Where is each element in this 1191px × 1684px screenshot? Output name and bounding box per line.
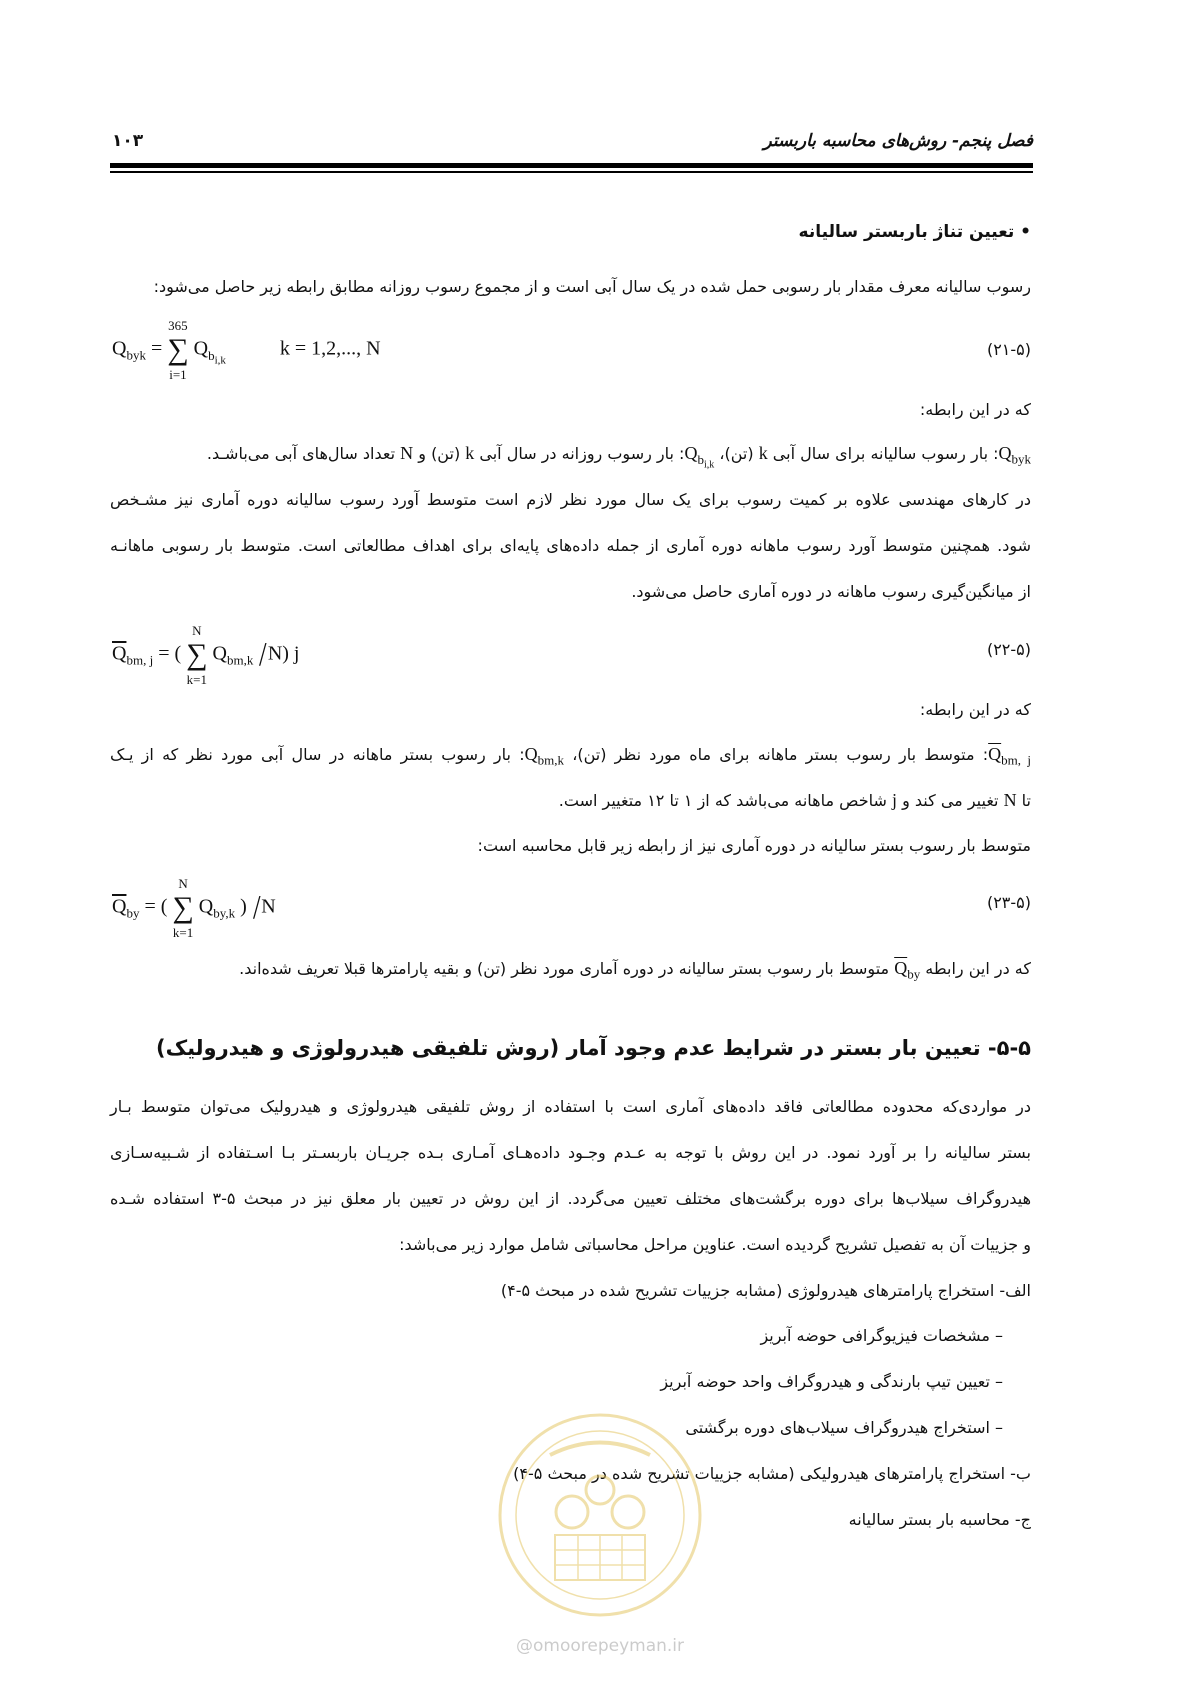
paragraph-2-line-2: شود. همچنین متوسط آورد رسوب ماهانه دوره آماری از جمله داده‌های پایه‌ای برای اهداف مطالعاتی است. متوسط بار رسوبی ماهانـه	[110, 536, 1031, 555]
page-number: ۱۰۳	[112, 131, 144, 151]
definition-line-1: $Q_{byk}$: بار رسوب سالیانه برای سال آبی k (تن)، $Q_{b_{i,k}}$: بار رسوب روزانه در سال آبی k (تن) و N تعداد سال‌های آبی می‌باشـد.	[206, 443, 1031, 471]
watermark-url: @omoorepeyman.ir	[515, 1636, 685, 1656]
section2-para-line-2: بستر سالیانه را بر آورد نمود. در این روش با توجه به عـدم وجـود داده‌هـای آمـاری بـده جریـان باربسـتر بـا اسـتفاده از شـبیه‌سـازی	[110, 1143, 1031, 1162]
where-label-1: که در این رابطه:	[919, 400, 1031, 419]
equation-22-number: (۲۲-۵)	[986, 640, 1031, 659]
section2-para-line-1: در مواردی‌که محدوده مطالعاتی فاقد داده‌های آماری است با استفاده از روش تلفیقی هیدرولوژی و هیدرولیک می‌توان متوسط بـار	[110, 1097, 1031, 1116]
list-subitem-1: – مشخصات فیزیوگرافی حوضه آبریز	[760, 1326, 1003, 1345]
list-item-b: ب- استخراج پارامترهای هیدرولیکی (مشابه جزییات تشریح شده در مبحث ۵-۴)	[513, 1464, 1031, 1483]
list-item-a: الف- استخراج پارامترهای هیدرولوژی (مشابه جزییات تشریح شده در مبحث ۵-۴)	[500, 1281, 1031, 1300]
section2-para-line-4: و جزییات آن به تفصیل تشریح گردیده است. عناوین مراحل محاسباتی شامل موارد زیر می‌باشد:	[399, 1235, 1031, 1254]
list-item-c: ج- محاسبه بار بستر سالیانه	[848, 1510, 1031, 1529]
list-subitem-3: – استخراج هیدروگراف سیلاب‌های دوره برگشتی	[685, 1418, 1003, 1437]
header-rule-thin	[110, 171, 1033, 173]
summation-symbol: ∑ 365 i=1	[167, 318, 189, 382]
section2-para-line-3: هیدروگراف سیلاب‌ها برای دوره برگشت‌های مختلف تعیین می‌گردد. از این روش در تعیین بار معلق نیز در مبحث ۵-۳ استفاده شـده	[110, 1189, 1032, 1208]
definition-line-4: که در این رابطه $\overline{Q}_{by}$ متوسط بار رسوب بستر سالیانه در دوره آماری مورد نظر (تن) و بقیه پارامترها قبلا تعریف شده‌اند.	[239, 958, 1031, 982]
summation-symbol: ∑ N k=1	[186, 623, 208, 687]
paragraph-2-line-3: از میانگین‌گیری رسوب ماهانه در دوره آماری حاصل می‌شود.	[631, 582, 1031, 601]
chapter-title: فصل پنجم- روش‌های محاسبه باربستر	[763, 131, 1033, 151]
paragraph-3: متوسط بار رسوب بستر سالیانه در دوره آماری نیز از رابطه زیر قابل محاسبه است:	[477, 836, 1031, 855]
list-subitem-2: – تعیین تیپ بارندگی و هیدروگراف واحد حوضه آبریز	[660, 1372, 1003, 1391]
header-rule-thick	[110, 163, 1033, 168]
intro-paragraph: رسوب سالیانه معرف مقدار بار رسوبی حمل شده در یک سال آبی است و از مجموع رسوب روزانه مطابق رابطه زیر حاصل می‌شود:	[153, 277, 1031, 296]
equation-23-number: (۲۳-۵)	[986, 893, 1031, 912]
equation-22: $\overline{Q}_{bm, j}$ = ( ∑ N k=1 $Q_{bm,k}$ /N) j	[112, 623, 300, 687]
equation-21-number: (۲۱-۵)	[986, 340, 1031, 359]
section-heading-5-5: ۵-۵- تعیین بار بستر در شرایط عدم وجود آمار (روش تلفیقی هیدرولوژی و هیدرولیک)	[155, 1036, 1031, 1060]
definition-line-3: تا N تغییر می کند و j شاخص ماهانه می‌باشد که از ۱ تا ۱۲ متغییر است.	[558, 790, 1031, 810]
watermark-seal	[470, 1400, 730, 1670]
definition-line-2: $\overline{Q}_{bm, j}$: متوسط بار رسوب بستر ماهانه برای ماه مورد نظر (تن)، $Q_{bm,k}$: بار رسوب بستر ماهانه در سال آبی مورد نظر که از یـک	[110, 744, 1031, 768]
equation-21: $Q_{byk}$ = ∑ 365 i=1 $Q_{b_{i,k}}$ k = 1,2,..., N	[112, 318, 381, 382]
paragraph-2-line-1: در کارهای مهندسی علاوه بر کمیت رسوب برای یک سال مورد نظر لازم است متوسط آورد رسوب سالیانه دوره آماری نیز مشـخص	[110, 490, 1031, 509]
watermark-logo-icon	[470, 1400, 730, 1630]
section-heading-annual-bedload: • تعیین تناژ باربستر سالیانه	[798, 222, 1031, 242]
equation-23: $\overline{Q}_{by}$ = ( ∑ N k=1 $Q_{by,k}$ ) /N	[112, 876, 276, 940]
where-label-2: که در این رابطه:	[919, 700, 1031, 719]
summation-symbol: ∑ N k=1	[172, 876, 194, 940]
